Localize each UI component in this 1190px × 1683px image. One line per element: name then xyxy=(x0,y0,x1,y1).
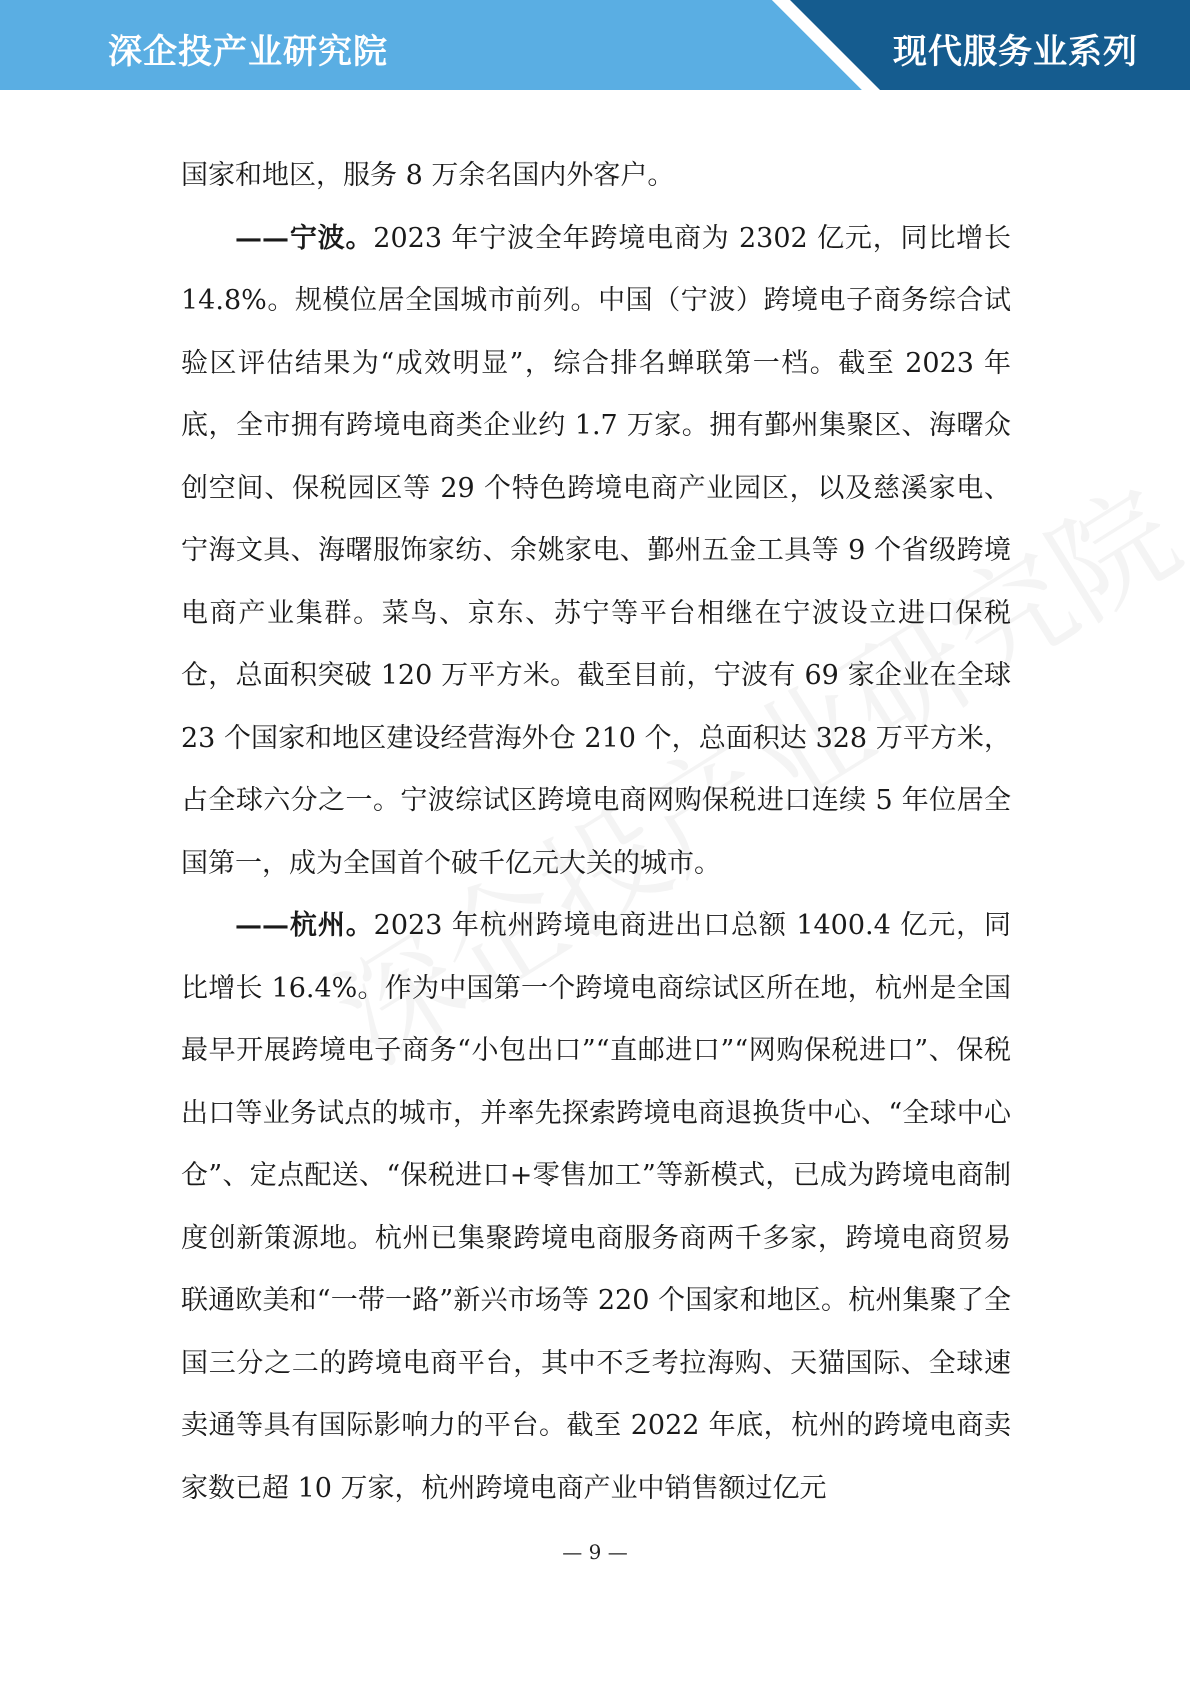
paragraph-lead-ningbo: ——宁波。 xyxy=(235,222,374,254)
paragraph-ningbo xyxy=(181,208,1011,896)
series-title: 现代服务业系列 xyxy=(893,32,1138,72)
page-number: — 9 — xyxy=(562,1540,628,1564)
paragraph-continuation xyxy=(181,145,1011,208)
paragraph-hangzhou xyxy=(181,895,1011,1520)
paragraph-text: 2023 年杭州跨境电商进出口总额 1400.4 亿元，同比增长 16.4%。作为中国第一个跨境电商综试区所在地，杭州是全国最早开展跨境电子商务“小包出口”“直邮进口”“网购保税进口”、保税出口等业务试点的城市，并率先探索跨境电商退换货中心、“全球中心仓”、定点配送、“保税进口+零售加工”等新模式，已成为跨境电商制度创新策源地。杭州已集聚跨境电商服务商两千多家，跨境电商贸易联通欧美和“一带一路”新兴市场等 220 个国家和地区。杭州集聚了全国三分之二的跨境电商平台，其中不乏考拉海购、天猫国际、全球速卖通等具有国际影响力的平台。截至 2022 年底，杭州的跨境电商卖家数已超 10 万家，杭州跨境电商产业中销售额过亿元 xyxy=(181,910,1012,1504)
article-body xyxy=(181,145,1011,1520)
paragraph-lead-hangzhou: ——杭州。 xyxy=(235,910,374,941)
paragraph-text: 2023 年宁波全年跨境电商为 2302 亿元，同比增长 14.8%。规模位居全国城市前列。中国（宁波）跨境电子商务综合试验区评估结果为“成效明显”，综合排名蝉联第一档。截至 2023 年底，全市拥有跨境电商类企业约 1.7 万家。拥有鄞州集聚区、海曙众创空间、保税园区等 29 个特色跨境电商产业园区，以及慈溪家电、宁海文具、海曙服饰家纺、余姚家电、鄞州五金工具等 9 个省级跨境电商产业集群。菜鸟、京东、苏宁等平台相继在宁波设立进口保税仓，总面积突破 120 万平方米。截至目前，宁波有 69 家企业在全球 23 个国家和地区建设经营海外仓 210 个，总面积达 328 万平方米，占全球六分之一。宁波综试区跨境电商网购保税进口连续 5 年位居全国第一，成为全国首个破千亿元大关的城市。 xyxy=(181,222,1011,879)
page-header xyxy=(0,0,1190,90)
institute-title: 深企投产业研究院 xyxy=(108,32,388,72)
paragraph-text: 国家和地区，服务 8 万余名国内外客户。 xyxy=(181,160,675,191)
